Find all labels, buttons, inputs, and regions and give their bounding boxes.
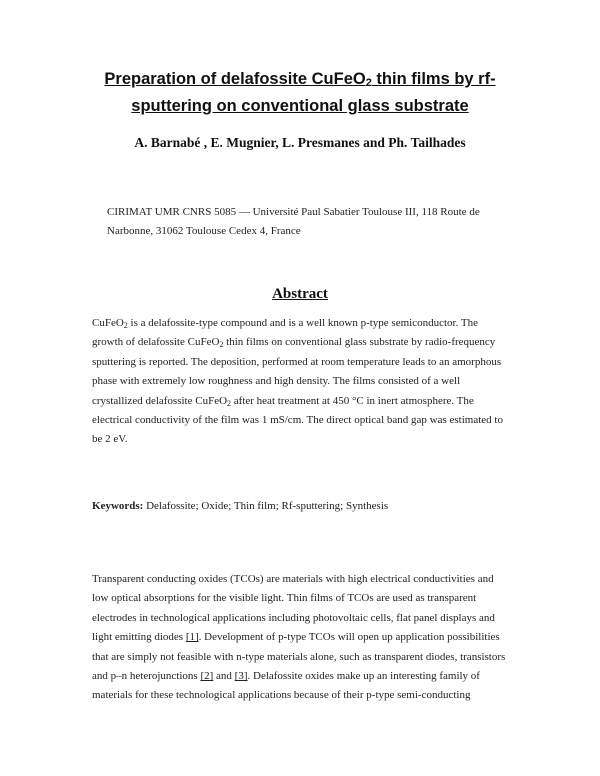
reference-link-1[interactable]: [1] — [185, 631, 199, 644]
paper-title — [95, 66, 505, 120]
reference-link-2[interactable]: [2] — [200, 670, 214, 683]
affiliation-line: Narbonne, 31062 Toulouse Cedex 4, France — [107, 225, 301, 237]
abstract-line: crystallized delafossite CuFeO$_2$ after heat treatment at 450 °C in inert atmosphere. The — [92, 394, 474, 408]
keywords — [92, 497, 522, 516]
reference-link-3[interactable]: [3] — [234, 670, 248, 683]
keywords-label: Keywords: — [92, 500, 144, 512]
abstract-body — [92, 314, 522, 450]
title-line-1: Preparation of delafossite CuFeO$_2$ thin films by rf- — [104, 70, 496, 89]
abstract-line: sputtering is reported. The deposition, performed at room temperature leads to an amorphous — [92, 355, 502, 368]
abstract-line: phase with extremely low roughness and high density. The films consisted of a well — [92, 375, 461, 388]
affiliation — [107, 203, 507, 241]
abstract-line: electrical conductivity of the film was 1 mS/cm. The direct optical band gap was estimated to — [92, 414, 503, 427]
intro-line: low optical absorptions for the visible light. Thin films of TCOs are used as transparent — [92, 592, 477, 605]
author-list: A. Barnabé , E. Mugnier, L. Presmanes and Ph. Tailhades — [134, 135, 466, 150]
intro-line: that are simply not feasible with n-type materials alone, such as transparent diodes, transistors — [92, 650, 506, 663]
intro-line: and p–n heterojunctions [2] and [3]. Delafossite oxides make up an interesting family of — [92, 670, 480, 683]
affiliation-line: CIRIMAT UMR CNRS 5085 — Université Paul Sabatier Toulouse III, 118 Route de — [107, 206, 480, 218]
abstract-line: CuFeO$_2$ is a delafossite-type compound and is a well known p-type semiconductor. The — [92, 317, 478, 330]
title-line-2: sputtering on conventional glass substrate — [131, 97, 469, 115]
introduction-body — [92, 570, 522, 706]
intro-line: electrodes in technological applications including photovoltaic cells, flat panel displays and — [92, 611, 495, 624]
abstract-line: be 2 eV. — [92, 433, 128, 446]
abstract-heading: Abstract — [272, 286, 328, 302]
intro-line: materials for these technological applications because of their p-type semi-conducting — [92, 689, 471, 702]
intro-line: Transparent conducting oxides (TCOs) are materials with high electrical conductivities and — [92, 573, 494, 585]
intro-line: light emitting diodes [1]. Development of p-type TCOs will open up application possibilities — [92, 631, 500, 644]
abstract-line: growth of delafossite CuFeO$_2$ thin films on conventional glass substrate by radio-frequency — [92, 336, 496, 350]
keywords-text: Delafossite; Oxide; Thin film; Rf-sputtering; Synthesis — [143, 500, 389, 512]
